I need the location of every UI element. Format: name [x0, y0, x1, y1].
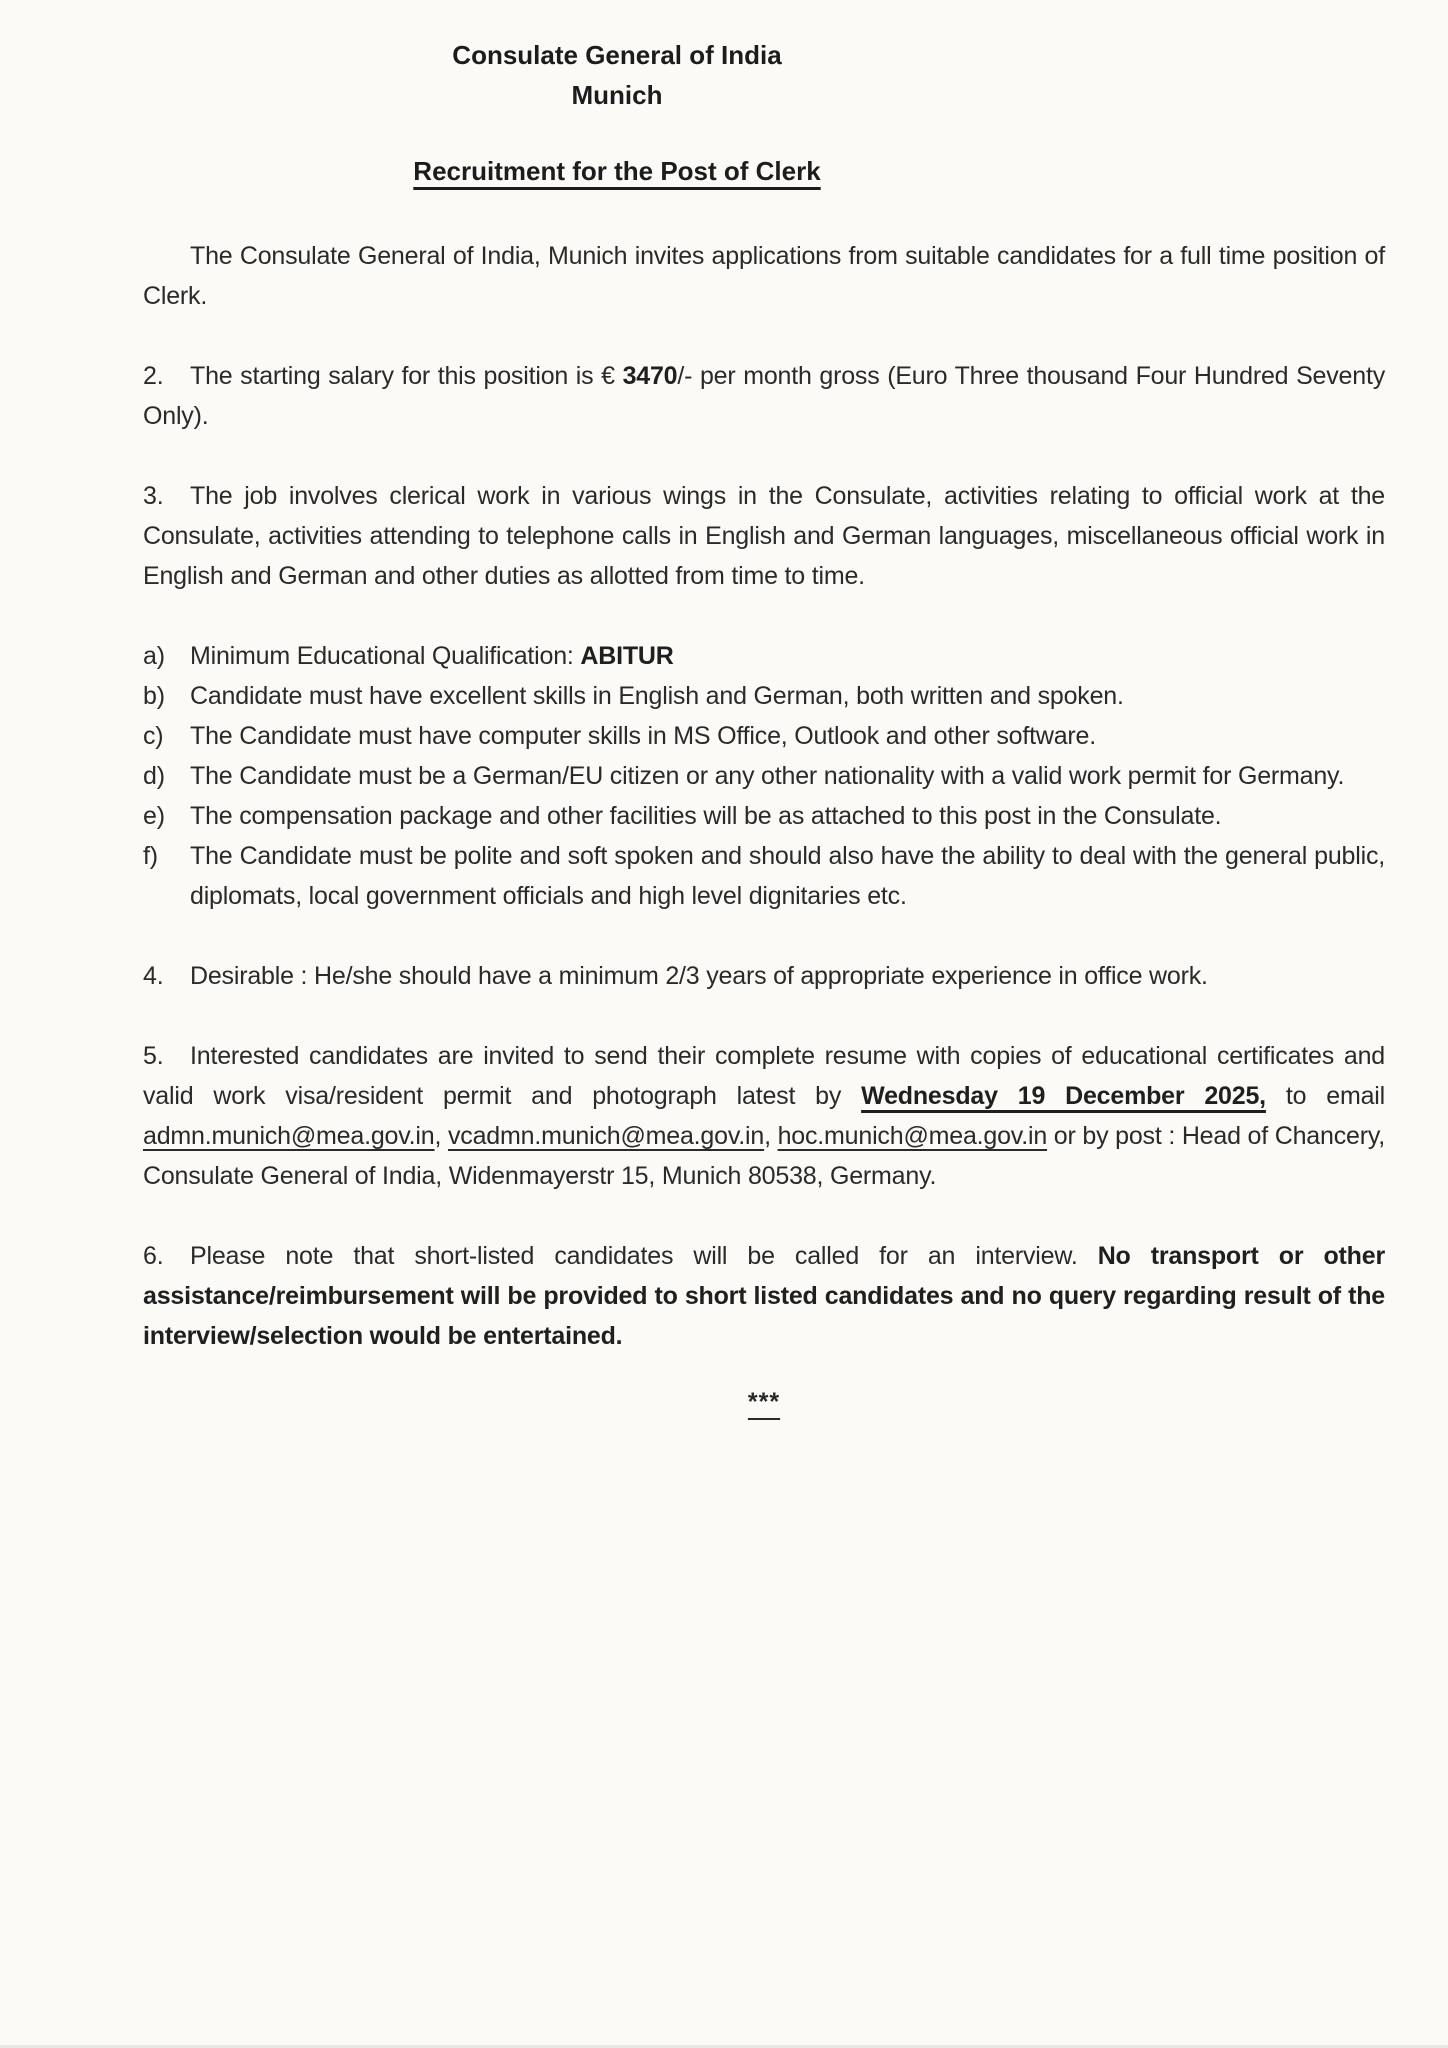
- paragraph-job-description-text: The job involves clerical work in various wings in the Consulate, activities relating to official work at the Consulate, activities attending to telephone calls in English and German languages, miscellaneous official work in English and German and other duties as allotted from time to time.: [143, 482, 1385, 590]
- email-separator-2: ,: [764, 1122, 778, 1150]
- list-item-f-text: The Candidate must be polite and soft spoken and should also have the ability to deal with the general public, diplomats, local government officials and high level dignitaries etc.: [190, 842, 1385, 910]
- asterisks: ***: [747, 1388, 781, 1416]
- end-of-document-mark: [143, 1388, 1385, 1417]
- list-item-b-text: Candidate must have excellent skills in English and German, both written and spoken.: [190, 682, 1124, 710]
- list-item-a-text: [190, 636, 1385, 676]
- application-deadline: Wednesday 19 December 2025,: [861, 1082, 1266, 1110]
- document-title: Recruitment for the Post of Clerk: [413, 156, 821, 186]
- list-item-a: [143, 636, 1385, 676]
- list-letter-b: b): [143, 682, 165, 710]
- list-item-c: [143, 716, 1385, 756]
- document-title-row: [143, 151, 1091, 191]
- list-item-e: [143, 796, 1385, 836]
- email-separator-1: ,: [434, 1122, 448, 1150]
- paragraph-number-4: 4.: [143, 962, 164, 990]
- list-letter-f: f): [143, 842, 158, 870]
- paragraph-application-text-3: or by post : Head of Chancery, Consulate General of India, Widenmayerstr 15, Munich 80538, Germany.: [143, 1122, 1386, 1190]
- list-item-c-text: The Candidate must have computer skills in MS Office, Outlook and other software.: [190, 722, 1096, 750]
- qualification-label: Minimum Educational Qualification:: [190, 642, 581, 670]
- list-letter-e: e): [143, 802, 165, 830]
- paragraph-interview-note: [143, 1236, 1385, 1356]
- paragraph-number-5: 5.: [143, 1042, 164, 1070]
- requirements-list: [143, 636, 1385, 916]
- org-name-line1: Consulate General of India: [452, 40, 782, 70]
- interview-note-bold-text: No transport or other assistance/reimbursement will be provided to short listed candidates and no query regarding result of the interview/selection would be entertained.: [143, 1242, 1385, 1350]
- list-item-e-text: The compensation package and other facilities will be as attached to this post in the Consulate.: [190, 802, 1222, 830]
- org-name-line2: Munich: [571, 80, 663, 110]
- paragraph-salary-text-pre: The starting salary for this position is €: [190, 362, 623, 390]
- paragraph-job-description: [143, 476, 1385, 596]
- email-address-vcadmn: vcadmn.munich@mea.gov.in: [448, 1122, 765, 1150]
- paragraph-desirable: [143, 956, 1385, 996]
- email-address-hoc: hoc.munich@mea.gov.in: [777, 1122, 1048, 1150]
- list-letter-d: d): [143, 762, 165, 790]
- list-item-b: [143, 676, 1385, 716]
- paragraph-intro-text: The Consulate General of India, Munich invites applications from suitable candidates for a full time position of Clerk.: [143, 242, 1385, 310]
- list-item-f: [143, 836, 1385, 916]
- salary-amount: 3470: [622, 362, 678, 390]
- email-address-admn: admn.munich@mea.gov.in: [143, 1122, 435, 1150]
- paragraph-application-text-2: to email: [1265, 1082, 1385, 1110]
- paragraph-intro: [143, 236, 1385, 316]
- paragraph-application-text-1: Interested candidates are invited to send their complete resume with copies of educational certificates and valid work visa/resident permit and photograph latest by: [143, 1042, 1385, 1110]
- paragraph-desirable-text: Desirable : He/she should have a minimum 2/3 years of appropriate experience in office work.: [190, 962, 1208, 990]
- qualification-value: ABITUR: [580, 642, 674, 670]
- paragraph-number-3: 3.: [143, 482, 164, 510]
- paragraph-number-6: 6.: [143, 1242, 164, 1270]
- paragraph-number-2: 2.: [143, 362, 164, 390]
- list-item-d: [143, 756, 1385, 796]
- paragraph-application: [143, 1036, 1385, 1196]
- paragraph-salary-text-post: /- per month gross (Euro Three thousand Four Hundred Seventy Only).: [143, 362, 1386, 430]
- letterhead: [143, 35, 1091, 115]
- paragraph-interview-note-text: Please note that short-listed candidates will be called for an interview.: [190, 1242, 1098, 1270]
- list-letter-c: c): [143, 722, 164, 750]
- list-item-d-text: The Candidate must be a German/EU citizen or any other nationality with a valid work permit for Germany.: [190, 762, 1345, 790]
- paragraph-salary: [143, 356, 1385, 436]
- list-letter-a: a): [143, 642, 165, 670]
